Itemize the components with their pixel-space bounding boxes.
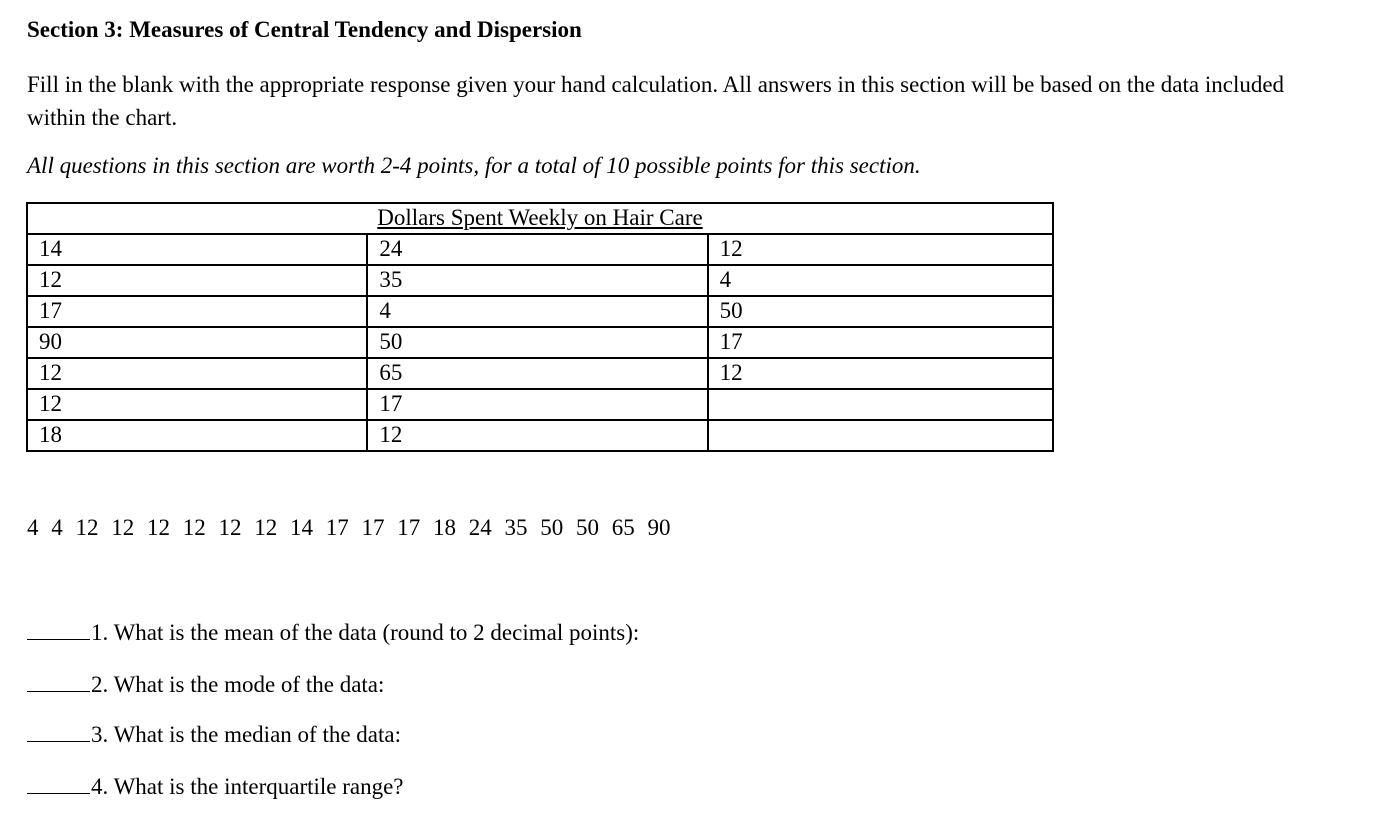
table-cell bbox=[708, 420, 1053, 451]
table-cell: 12 bbox=[27, 358, 367, 389]
sorted-value: 12 bbox=[147, 515, 170, 540]
sorted-values bbox=[27, 515, 678, 541]
answer-blank[interactable] bbox=[27, 719, 90, 742]
answer-blank[interactable] bbox=[27, 669, 90, 692]
table-cell: 12 bbox=[27, 389, 367, 420]
table-cell: 24 bbox=[367, 234, 707, 265]
sorted-value: 50 bbox=[576, 515, 599, 540]
sorted-value: 17 bbox=[397, 515, 421, 540]
table-cell: 12 bbox=[367, 420, 707, 451]
table-cell: 12 bbox=[27, 265, 367, 296]
table-cell: 17 bbox=[27, 296, 367, 327]
table-row bbox=[27, 389, 1053, 420]
sorted-value: 35 bbox=[504, 515, 528, 540]
sorted-value: 90 bbox=[647, 515, 671, 540]
sorted-value: 17 bbox=[361, 515, 385, 540]
question-3 bbox=[27, 719, 401, 748]
sorted-value: 4 bbox=[51, 515, 63, 540]
sorted-value: 18 bbox=[433, 515, 456, 540]
table-cell: 18 bbox=[27, 420, 367, 451]
table-cell: 4 bbox=[367, 296, 707, 327]
table-row bbox=[27, 358, 1053, 389]
table-row bbox=[27, 420, 1053, 451]
sorted-value: 17 bbox=[325, 515, 349, 540]
table-cell: 90 bbox=[27, 327, 367, 358]
sorted-value: 4 bbox=[27, 515, 39, 540]
sorted-value: 24 bbox=[468, 515, 492, 540]
table-cell: 50 bbox=[367, 327, 707, 358]
table-cell: 17 bbox=[367, 389, 707, 420]
sorted-value: 14 bbox=[290, 515, 313, 540]
sorted-value: 12 bbox=[182, 515, 206, 540]
table-cell bbox=[708, 389, 1053, 420]
table-row bbox=[27, 327, 1053, 358]
question-text: 2. What is the mode of the data: bbox=[91, 672, 385, 697]
table-row bbox=[27, 265, 1053, 296]
table-cell: 17 bbox=[708, 327, 1053, 358]
answer-blank[interactable] bbox=[27, 771, 90, 794]
table-cell: 14 bbox=[27, 234, 367, 265]
question-4 bbox=[27, 771, 404, 800]
question-text: 3. What is the median of the data: bbox=[91, 722, 401, 747]
table-cell: 12 bbox=[708, 358, 1053, 389]
answer-blank[interactable] bbox=[27, 617, 90, 640]
table-cell: 65 bbox=[367, 358, 707, 389]
table-cell: 50 bbox=[708, 296, 1053, 327]
points-note: All questions in this section are worth 2-4 points, for a total of 10 possible points for this section. bbox=[27, 153, 921, 178]
sorted-value: 65 bbox=[611, 515, 635, 540]
sorted-value: 12 bbox=[75, 515, 99, 540]
sorted-value: 12 bbox=[111, 515, 135, 540]
question-text: 1. What is the mean of the data (round to 2 decimal points): bbox=[91, 620, 640, 645]
sorted-value: 50 bbox=[540, 515, 564, 540]
table-row bbox=[27, 296, 1053, 327]
intro-text: Fill in the blank with the appropriate response given your hand calculation. All answers in this section will be based on the data included within the chart. bbox=[27, 72, 1285, 130]
section-title: Section 3: Measures of Central Tendency and Dispersion bbox=[27, 17, 582, 42]
sorted-value: 12 bbox=[218, 515, 242, 540]
table-caption-row bbox=[27, 203, 1053, 234]
hair-care-table bbox=[26, 202, 1054, 452]
question-2 bbox=[27, 669, 384, 698]
question-text: 4. What is the interquartile range? bbox=[91, 774, 404, 799]
table-row bbox=[27, 234, 1053, 265]
table-cell: 35 bbox=[367, 265, 707, 296]
question-1 bbox=[27, 617, 639, 646]
sorted-value: 12 bbox=[254, 515, 278, 540]
table-cell: 12 bbox=[708, 234, 1053, 265]
table-caption: Dollars Spent Weekly on Hair Care bbox=[27, 203, 1053, 234]
table-cell: 4 bbox=[708, 265, 1053, 296]
